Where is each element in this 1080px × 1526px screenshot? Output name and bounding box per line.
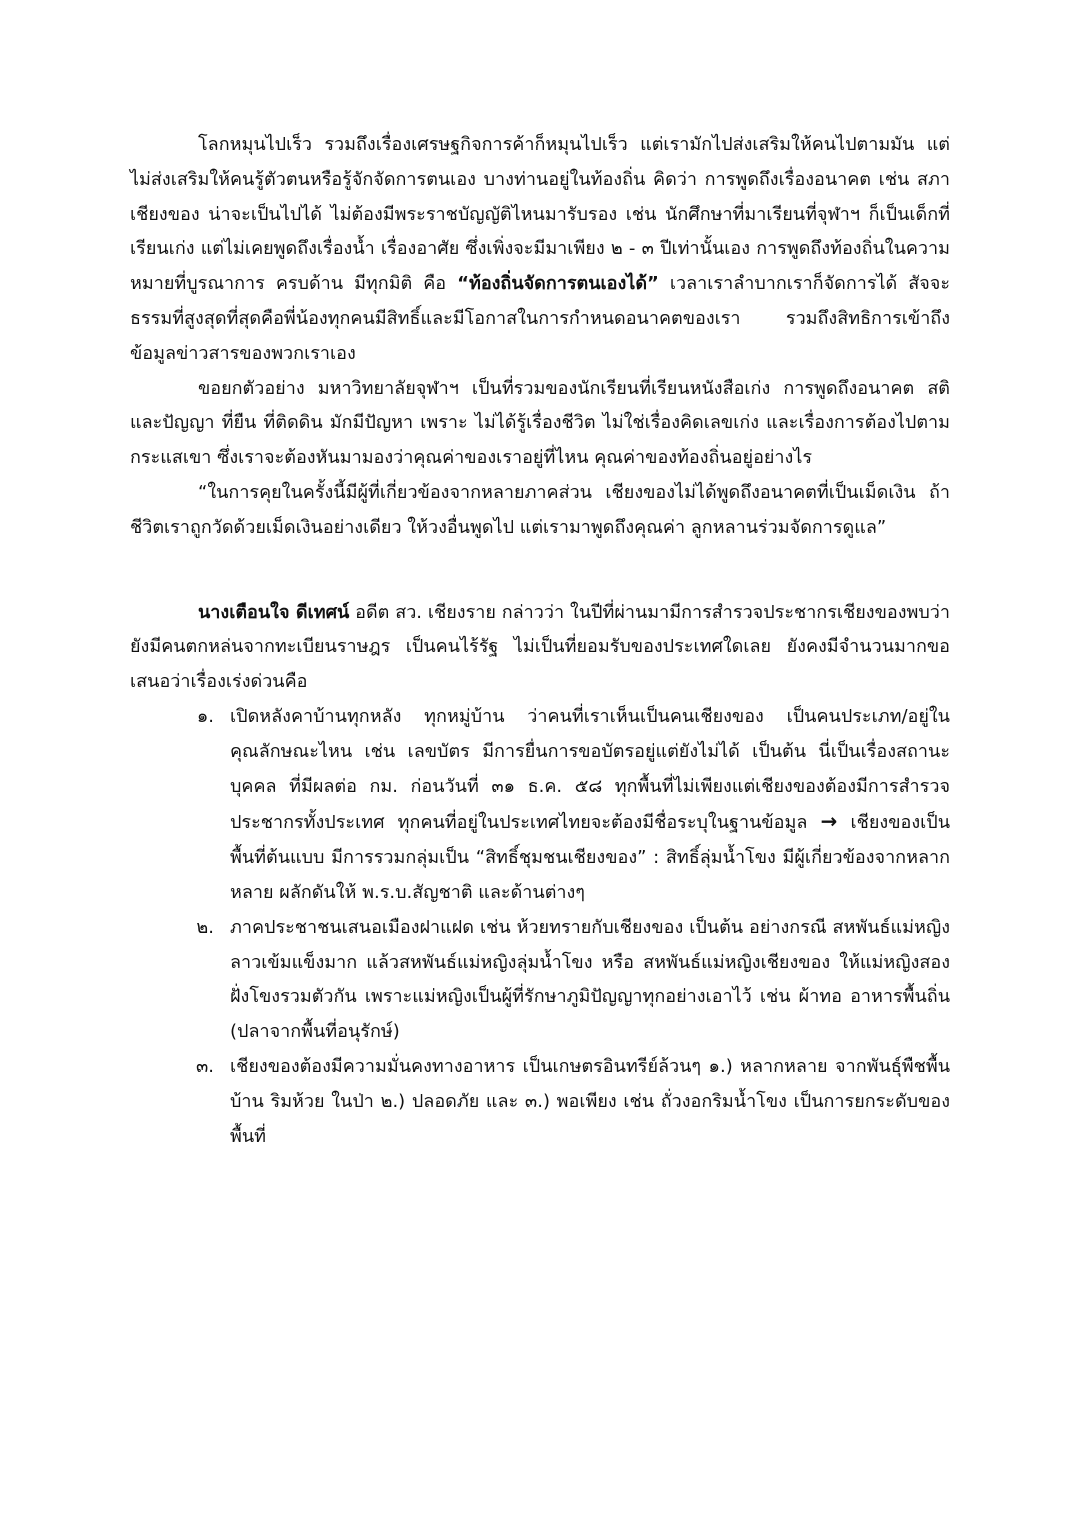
list-text-part: เชียงของเป็นพื้นที่ต้นแบบ มีการรวมกลุ่มเป็น “สิทธิ์ชุมชนเชียงของ” : สิทธิ์ลุ่มน้ำโขง มีผู้เกี่ยวข้องจากหลากหลาย ผลักดันให้ พ.ร.บ.สัญชาติ และด้านต่างๆ — [230, 812, 950, 903]
list-number: ๒. — [196, 916, 214, 938]
section-gap — [130, 546, 950, 596]
paragraph-university-example — [130, 372, 950, 476]
list-item-text: ภาคประชาชนเสนอเมืองฝาแฝด เช่น ห้วยทรายกับเชียงของ เป็นต้น อย่างกรณี สหพันธ์แม่หญิงลาวเข้มแข็งมาก แล้วสหพันธ์แม่หญิงลุ่มน้ำโขง หรือ สหพันธ์แม่หญิงเชียงของ ให้แม่หญิงสองฝั่งโขงรวมตัวกัน เพราะแม่หญิงเป็นผู้ที่รักษาภูมิปัญญาทุกอย่างเอาไว้ เช่น ผ้าทอ อาหารพื้นถิ่น (ปลาจากพื้นที่อนุรักษ์) — [230, 916, 950, 1043]
paragraph-speaker-statement — [130, 596, 950, 700]
document-body — [130, 128, 950, 1154]
list-item — [130, 700, 950, 911]
paragraph-text: โลกหมุนไปเร็ว รวมถึงเรื่องเศรษฐกิจการค้าก็หมุนไปเร็ว แต่เรามักไปส่งเสริมให้คนไปตามมัน แต่ไม่ส่งเสริมให้คนรู้ตัวตนหรือรู้จักจัดการตนเอง บางท่านอยู่ในท้องถิ่น คิดว่า การพูดถึงเรื่องอนาคต เช่น สภาเชียงของ น่าจะเป็นไปได้ ไม่ต้องมีพระราชบัญญัติไหนมารับรอง เช่น นักศึกษาที่มาเรียนที่จุฬาฯ ก็เป็นเด็กที่เรียนเก่ง แต่ไม่เคยพูดถึงเรื่องน้ำ เรื่องอาศัย ซึ่งเพิ่งจะมีมาเพียง ๒ - ๓ ปีเท่านั้นเอง การพูดถึงท้องถิ่นในความหมายที่บูรณาการ ครบด้าน มีทุกมิติ คือ — [130, 134, 950, 295]
paragraph-text: เวลาเราลำบากเราก็จัดการได้ สัจจะธรรมที่สูงสุดที่สุดคือพี่น้องทุกคนมีสิทธิ์และมีโอกาสในการกำหนดอนาคตของเรา รวมถึงสิทธิการเข้าถึงข้อมูลข่าวสารของพวกเราเอง — [130, 273, 950, 364]
list-number: ๓. — [195, 1055, 214, 1077]
paragraph-text: อดีต สว. เชียงราย กล่าวว่า ในปีที่ผ่านมามีการสำรวจประชากรเชียงของพบว่า ยังมีคนตกหล่นจากทะเบียนราษฎร เป็นคนไร้รัฐ ไม่เป็นที่ยอมรับของประเทศใดเลย ยังคงมีจำนวนมากขอเสนอว่าเรื่องเร่งด่วนคือ — [130, 601, 950, 693]
list-item-text: เชียงของต้องมีความมั่นคงทางอาหาร เป็นเกษตรอินทรีย์ล้วนๆ ๑.) หลากหลาย จากพันธุ์พืชพื้นบ้าน ริมห้วย ในป่า ๒.) ปลอดภัย และ ๓.) พอเพียง เช่น ถั่วงอกริมน้ำโขง เป็นการยกระดับของพื้นที่ — [230, 1055, 950, 1147]
list-item-text — [230, 700, 950, 911]
arrow-right-icon: → — [820, 809, 838, 834]
quote-text: “ในการคุยในครั้งนี้มีผู้ที่เกี่ยวข้องจากหลายภาคส่วน เชียงของไม่ได้พูดถึงอนาคตที่เป็นเม็ดเงิน ถ้าชีวิตเราถูกวัดด้วยเม็ดเงินอย่างเดียว ให้วงอื่นพูดไป แต่เรามาพูดถึงคุณค่า ลูกหลานร่วมจัดการดูแล” — [130, 481, 950, 538]
paragraph-text: ขอยกตัวอย่าง มหาวิทยาลัยจุฬาฯ เป็นที่รวมของนักเรียนที่เรียนหนังสือเก่ง การพูดถึงอนาคต สติและปัญญา ที่ยืน ที่ติดดิน มักมีปัญหา เพราะ ไม่ได้รู้เรื่องชีวิต ไม่ใช่เรื่องคิดเลขเก่ง และเรื่องการต้องไปตามกระแสเขา ซึ่งเราจะต้องหันมามองว่าคุณค่าของเราอยู่ที่ไหน คุณค่าของท้องถิ่นอยู่อย่างไร — [130, 377, 950, 469]
list-text-part: เปิดหลังคาบ้านทุกหลัง ทุกหมู่บ้าน ว่าคนที่เราเห็นเป็นคนเชียงของ เป็นคนประเภท/อยู่ในคุณลักษณะไหน เช่น เลขบัตร มีการยื่นการขอบัตรอยู่แต่ยังไม่ได้ เป็นต้น นี่เป็นเรื่องสถานะบุคคล ที่มีผลต่อ กม. ก่อนวันที่ ๓๑ ธ.ค. ๕๘ ทุกพื้นที่ไม่เพียงแต่เชียงของต้องมีการสำรวจประชากรทั้งประเทศ ทุกคนที่อยู่ในประเทศไทยจะต้องมีชื่อระบุในฐานข้อมูล — [230, 705, 950, 834]
emphasis-text: “ท้องถิ่นจัดการตนเองได้” — [457, 273, 659, 295]
paragraph-quote — [130, 476, 950, 546]
list-number: ๑. — [196, 705, 214, 727]
speaker-name: นางเตือนใจ ดีเทศน์ — [198, 601, 350, 623]
list-item — [130, 911, 950, 1050]
list-item — [130, 1050, 950, 1154]
paragraph-local-self-management — [130, 128, 950, 372]
